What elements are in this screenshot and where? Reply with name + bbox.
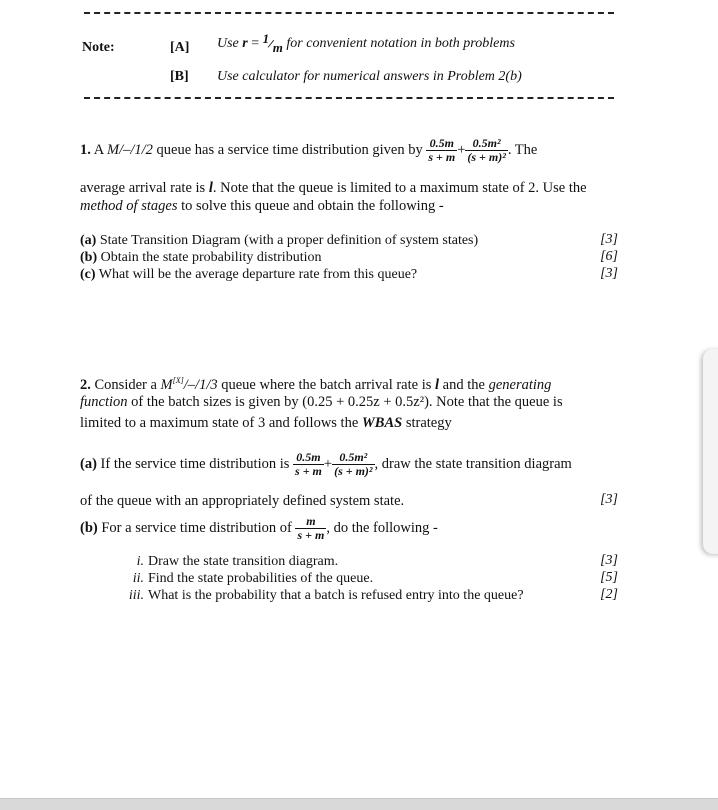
q2-part-a: (a) If the service time distribution is $\frac{0.5m}{s + m}$ + $\frac{\text{0.5m²}}{\text{(s + m)²}}$ , draw the state transition diagram [80, 450, 572, 478]
q1-line3: method of stages to solve this queue and obtain the following - [80, 198, 444, 214]
q2-queue-notation: M[X]/–/1/3 [160, 376, 218, 393]
q1-part-b: (b) Obtain the state probability distribution [80, 250, 322, 265]
q1-part-a: (a) State Transition Diagram (with a proper definition of system states) [80, 233, 479, 248]
note-a-text: Use r = 1/m for convenient notation in both problems [217, 31, 515, 55]
q2-sub-i: i. Draw the state transition diagram. [136, 554, 339, 569]
q2-sub-ii-mark: [5] [600, 570, 618, 585]
q1-part-c: (c) What will be the average departure rate from this queue? [80, 267, 418, 282]
side-panel-handle[interactable] [703, 349, 718, 554]
q1-fraction-2: $\frac{\text{0.5m²}}{\text{(s + m)²}}$ [467, 136, 506, 164]
note-b-text: Use calculator for numerical answers in Problem 2(b) [217, 69, 522, 84]
q1-line2: average arrival rate is l. Note that the queue is limited to a maximum state of 2. Use the [80, 180, 587, 196]
q1-fraction-1: $\frac{0.5m}{s + m}$ [428, 136, 456, 164]
q2-sub-iii: iii. What is the probability that a batch is refused entry into the queue? [128, 588, 524, 603]
q1-line1: 1. A M/–/1/2 queue has a service time distribution given by $\frac{0.5m}{s + m}$ + $\frac{\text{0.5m²}}{\text{(s + m)²}}$ . The [80, 136, 538, 164]
q2-fraction-1: $\frac{0.5m}{s + m}$ [295, 450, 322, 478]
bottom-scroll-bar[interactable] [0, 798, 718, 810]
q2-sub-iii-mark: [2] [600, 587, 618, 602]
q2-sub-ii: ii. Find the state probabilities of the queue. [132, 571, 374, 586]
note-a-tag: [A] [170, 40, 190, 55]
q1-part-c-mark: [3] [600, 266, 618, 281]
q2-fraction-2: $\frac{\text{0.5m²}}{\text{(s + m)²}}$ [334, 450, 373, 478]
q1-queue-notation: M/–/1/2 [107, 141, 153, 158]
q2-part-b: (b) For a service time distribution of $\frac{m}{s + m}$ , do the following - [80, 514, 438, 542]
note-divider [84, 97, 614, 99]
q2-part-a-mark: [3] [600, 492, 618, 507]
top-divider [84, 12, 614, 14]
generating-function-expression: (0.25 + 0.25z + 0.5z²) [302, 394, 429, 410]
q2-line1: 2. Consider a M[X]/–/1/3 queue where the batch arrival rate is l and the generating [80, 376, 552, 393]
q2-sub-i-mark: [3] [600, 553, 618, 568]
note-b-tag: [B] [170, 69, 189, 84]
q2-fraction-3: $\frac{m}{s + m}$ [297, 514, 325, 542]
q2-line2: function of the batch sizes is given by (0.25 + 0.25z + 0.5z²). Note that the queue is [80, 394, 563, 410]
q2-line3: limited to a maximum state of 3 and follows the WBAS strategy [80, 415, 452, 431]
note-label: Note: [82, 40, 115, 55]
q1-part-a-mark: [3] [600, 232, 618, 247]
q2-part-a-line2: of the queue with an appropriately defined system state. [80, 493, 405, 509]
q1-part-b-mark: [6] [600, 249, 618, 264]
